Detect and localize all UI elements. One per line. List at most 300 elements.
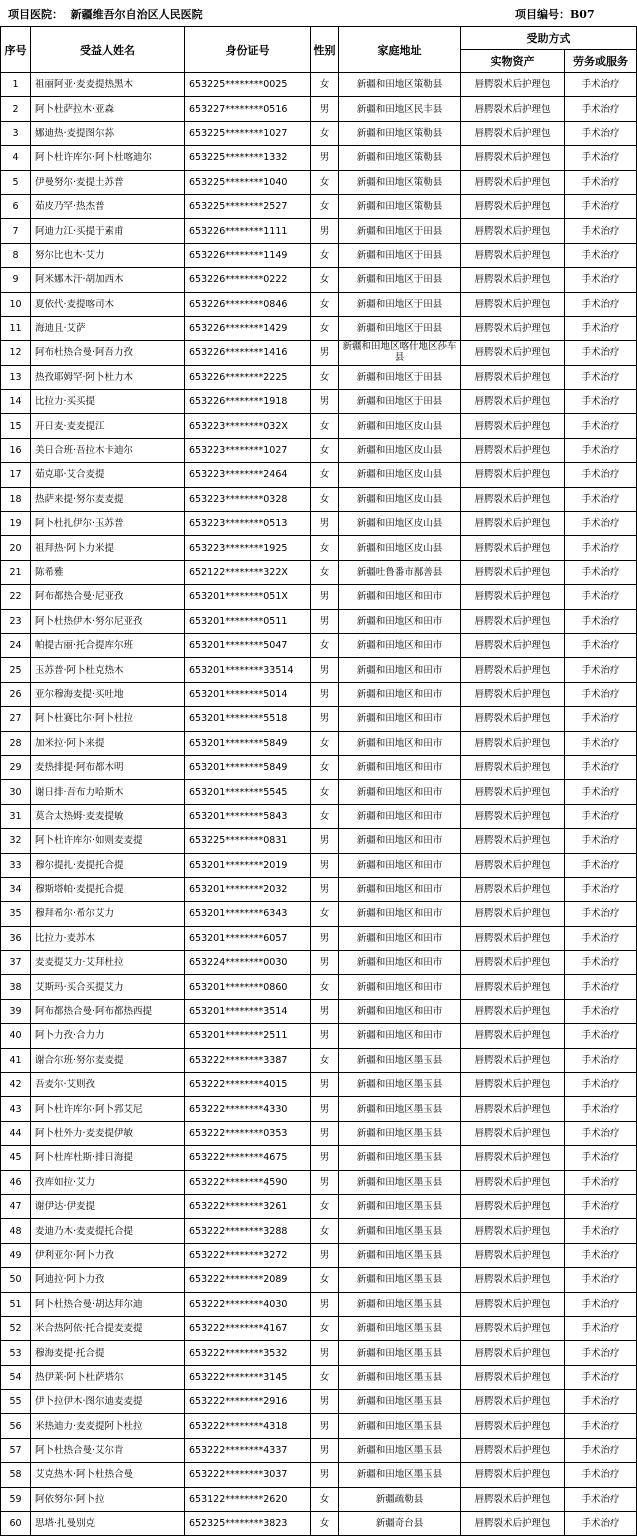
- cell-name: 谢日排·吾布力哈斯木: [31, 780, 185, 804]
- table-row: [1, 1073, 637, 1097]
- cell-name: 阿卜杜许库尔·阿卜郛艾尼: [31, 1097, 185, 1121]
- cell-name: 加米拉·阿卜来提: [31, 731, 185, 755]
- cell-gender: 女: [311, 1365, 339, 1389]
- cell-address: 新疆和田地区墨玉县: [339, 1243, 461, 1267]
- cell-index: 9: [1, 268, 31, 292]
- cell-address: 新疆和田地区墨玉县: [339, 1365, 461, 1389]
- table-row: [1, 1341, 637, 1365]
- cell-id-number: 653122********2620: [185, 1487, 311, 1511]
- document-header: [0, 0, 637, 26]
- table-row: [1, 926, 637, 950]
- table-row: [1, 707, 637, 731]
- cell-service: 手术治疗: [565, 1170, 637, 1194]
- cell-assets: 唇腭裂术后护理包: [461, 1048, 565, 1072]
- cell-assets: 唇腭裂术后护理包: [461, 731, 565, 755]
- cell-name: 阿卜杜许库尔·阿卜杜喀迪尔: [31, 146, 185, 170]
- cell-gender: 女: [311, 292, 339, 316]
- cell-service: 手术治疗: [565, 512, 637, 536]
- cell-index: 59: [1, 1487, 31, 1511]
- table-row: [1, 1170, 637, 1194]
- cell-gender: 女: [311, 243, 339, 267]
- cell-id-number: 653222********0353: [185, 1121, 311, 1145]
- table-row: [1, 414, 637, 438]
- cell-id-number: 653222********4318: [185, 1414, 311, 1438]
- cell-name: 阿依努尔·阿卜拉: [31, 1487, 185, 1511]
- cell-name: 阿卜杜热合曼·艾尔肯: [31, 1438, 185, 1462]
- cell-gender: 女: [311, 536, 339, 560]
- cell-gender: 男: [311, 341, 339, 365]
- cell-id-number: 653226********1111: [185, 219, 311, 243]
- cell-index: 39: [1, 999, 31, 1023]
- cell-name: 阿卜杜外力·麦麦提伊敏: [31, 1121, 185, 1145]
- cell-assets: 唇腭裂术后护理包: [461, 97, 565, 121]
- cell-assets: 唇腭裂术后护理包: [461, 1390, 565, 1414]
- cell-index: 5: [1, 170, 31, 194]
- cell-assets: 唇腭裂术后护理包: [461, 73, 565, 97]
- hospital-name: 新疆维吾尔自治区人民医院: [70, 8, 203, 21]
- cell-id-number: 653225********2527: [185, 194, 311, 218]
- cell-assets: 唇腭裂术后护理包: [461, 268, 565, 292]
- cell-address: 新疆和田地区墨玉县: [339, 1073, 461, 1097]
- cell-assets: 唇腭裂术后护理包: [461, 146, 565, 170]
- cell-assets: 唇腭裂术后护理包: [461, 951, 565, 975]
- project-code: 项目编号：B07: [515, 8, 595, 21]
- cell-address: 新疆和田地区和田市: [339, 975, 461, 999]
- cell-index: 31: [1, 804, 31, 828]
- cell-gender: 女: [311, 194, 339, 218]
- cell-address: 新疆和田地区和田市: [339, 755, 461, 779]
- cell-id-number: 653201********5518: [185, 707, 311, 731]
- table-row: [1, 829, 637, 853]
- cell-assets: 唇腭裂术后护理包: [461, 170, 565, 194]
- table-row: [1, 365, 637, 389]
- cell-name: 艾斯玛·买合买提艾力: [31, 975, 185, 999]
- cell-name: 阿卜杜热合曼·胡达拜尔迪: [31, 1292, 185, 1316]
- cell-id-number: 653222********4330: [185, 1097, 311, 1121]
- cell-service: 手术治疗: [565, 121, 637, 145]
- cell-gender: 男: [311, 1243, 339, 1267]
- cell-index: 35: [1, 902, 31, 926]
- cell-index: 33: [1, 853, 31, 877]
- cell-address: 新疆和田地区和田市: [339, 731, 461, 755]
- table-row: [1, 316, 637, 340]
- cell-service: 手术治疗: [565, 755, 637, 779]
- cell-id-number: 653225********0025: [185, 73, 311, 97]
- table-row: [1, 658, 637, 682]
- cell-service: 手术治疗: [565, 487, 637, 511]
- cell-gender: 女: [311, 633, 339, 657]
- table-row: [1, 1316, 637, 1340]
- cell-name: 阿迪拉·阿卜力孜: [31, 1268, 185, 1292]
- table-row: [1, 97, 637, 121]
- cell-id-number: 653225********1040: [185, 170, 311, 194]
- cell-id-number: 653222********2089: [185, 1268, 311, 1292]
- cell-assets: 唇腭裂术后护理包: [461, 1365, 565, 1389]
- cell-gender: 女: [311, 780, 339, 804]
- cell-address: 新疆和田地区皮山县: [339, 512, 461, 536]
- cell-gender: 女: [311, 1512, 339, 1536]
- cell-assets: 唇腭裂术后护理包: [461, 560, 565, 584]
- cell-id-number: 653201********5843: [185, 804, 311, 828]
- cell-index: 11: [1, 316, 31, 340]
- cell-assets: 唇腭裂术后护理包: [461, 926, 565, 950]
- cell-service: 手术治疗: [565, 292, 637, 316]
- cell-assets: 唇腭裂术后护理包: [461, 121, 565, 145]
- cell-id-number: 653223********032X: [185, 414, 311, 438]
- cell-address: 新疆和田地区墨玉县: [339, 1463, 461, 1487]
- cell-id-number: 653223********1925: [185, 536, 311, 560]
- cell-address: 新疆和田地区墨玉县: [339, 1268, 461, 1292]
- cell-id-number: 653222********2916: [185, 1390, 311, 1414]
- cell-service: 手术治疗: [565, 829, 637, 853]
- cell-index: 12: [1, 341, 31, 365]
- cell-gender: 男: [311, 853, 339, 877]
- cell-service: 手术治疗: [565, 1146, 637, 1170]
- cell-assets: 唇腭裂术后护理包: [461, 1414, 565, 1438]
- table-row: [1, 1268, 637, 1292]
- cell-id-number: 653201********5047: [185, 633, 311, 657]
- cell-name: 思塔·扎曼别克: [31, 1512, 185, 1536]
- cell-id-number: 653201********2019: [185, 853, 311, 877]
- cell-service: 手术治疗: [565, 1512, 637, 1536]
- cell-id-number: 653226********1416: [185, 341, 311, 365]
- cell-id-number: 652122********322X: [185, 560, 311, 584]
- cell-gender: 女: [311, 414, 339, 438]
- cell-service: 手术治疗: [565, 414, 637, 438]
- cell-service: 手术治疗: [565, 1121, 637, 1145]
- cell-id-number: 653226********0222: [185, 268, 311, 292]
- cell-service: 手术治疗: [565, 1414, 637, 1438]
- cell-id-number: 653222********4590: [185, 1170, 311, 1194]
- cell-index: 7: [1, 219, 31, 243]
- cell-gender: 女: [311, 560, 339, 584]
- cell-gender: 女: [311, 1048, 339, 1072]
- cell-assets: 唇腭裂术后护理包: [461, 463, 565, 487]
- cell-service: 手术治疗: [565, 146, 637, 170]
- cell-address: 新疆和田地区皮山县: [339, 414, 461, 438]
- table-row: [1, 1097, 637, 1121]
- cell-assets: 唇腭裂术后护理包: [461, 1097, 565, 1121]
- cell-service: 手术治疗: [565, 853, 637, 877]
- cell-gender: 男: [311, 707, 339, 731]
- cell-service: 手术治疗: [565, 316, 637, 340]
- cell-name: 谢合尔班·努尔麦麦提: [31, 1048, 185, 1072]
- cell-service: 手术治疗: [565, 1292, 637, 1316]
- cell-gender: 女: [311, 365, 339, 389]
- cell-name: 海迪且·艾萨: [31, 316, 185, 340]
- cell-service: 手术治疗: [565, 682, 637, 706]
- cell-address: 新疆奇台县: [339, 1512, 461, 1536]
- cell-address: 新疆和田地区和田市: [339, 926, 461, 950]
- cell-id-number: 653222********3532: [185, 1341, 311, 1365]
- cell-gender: 男: [311, 877, 339, 901]
- cell-index: 8: [1, 243, 31, 267]
- cell-service: 手术治疗: [565, 536, 637, 560]
- cell-id-number: 653201********051X: [185, 585, 311, 609]
- cell-address: 新疆和田地区策勒县: [339, 121, 461, 145]
- cell-name: 穆斯塔帕·麦提托合提: [31, 877, 185, 901]
- cell-name: 麦热排提·阿布都木明: [31, 755, 185, 779]
- table-row: [1, 268, 637, 292]
- cell-gender: 男: [311, 926, 339, 950]
- table-row: [1, 975, 637, 999]
- cell-address: 新疆和田地区墨玉县: [339, 1146, 461, 1170]
- cell-assets: 唇腭裂术后护理包: [461, 633, 565, 657]
- cell-address: 新疆和田地区墨玉县: [339, 1121, 461, 1145]
- cell-gender: 男: [311, 682, 339, 706]
- cell-gender: 男: [311, 219, 339, 243]
- col-header-name: 受益人姓名: [31, 27, 185, 73]
- cell-service: 手术治疗: [565, 633, 637, 657]
- cell-address: 新疆和田地区于田县: [339, 390, 461, 414]
- table-row: [1, 487, 637, 511]
- cell-address: 新疆和田地区于田县: [339, 219, 461, 243]
- cell-address: 新疆和田地区和田市: [339, 877, 461, 901]
- cell-address: 新疆吐鲁番市鄯善县: [339, 560, 461, 584]
- hospital-line: [8, 6, 203, 22]
- cell-assets: 唇腭裂术后护理包: [461, 1268, 565, 1292]
- cell-index: 17: [1, 463, 31, 487]
- cell-index: 30: [1, 780, 31, 804]
- cell-assets: 唇腭裂术后护理包: [461, 1463, 565, 1487]
- cell-name: 阿卜杜赛比尔·阿卜杜拉: [31, 707, 185, 731]
- table-row: [1, 1121, 637, 1145]
- table-row: [1, 1194, 637, 1218]
- cell-assets: 唇腭裂术后护理包: [461, 585, 565, 609]
- cell-id-number: 653223********0328: [185, 487, 311, 511]
- table-row: [1, 243, 637, 267]
- cell-id-number: 653201********5849: [185, 731, 311, 755]
- cell-index: 10: [1, 292, 31, 316]
- table-row: [1, 1438, 637, 1462]
- cell-address: 新疆和田地区墨玉县: [339, 1390, 461, 1414]
- cell-address: 新疆和田地区墨玉县: [339, 1316, 461, 1340]
- cell-name: 祖拜热·阿卜力米提: [31, 536, 185, 560]
- cell-name: 穆尔提扎·麦提托合提: [31, 853, 185, 877]
- table-row: [1, 804, 637, 828]
- col-header-assets: 实物资产: [461, 50, 565, 73]
- cell-id-number: 652325********3823: [185, 1512, 311, 1536]
- cell-gender: 女: [311, 121, 339, 145]
- cell-id-number: 653201********0511: [185, 609, 311, 633]
- cell-gender: 女: [311, 804, 339, 828]
- cell-name: 祖丽阿亚·麦麦提热黑木: [31, 73, 185, 97]
- cell-name: 阿布都热合曼·尼亚孜: [31, 585, 185, 609]
- cell-address: 新疆和田地区墨玉县: [339, 1341, 461, 1365]
- cell-index: 19: [1, 512, 31, 536]
- cell-assets: 唇腭裂术后护理包: [461, 804, 565, 828]
- col-header-aid-method: 受助方式: [461, 27, 637, 50]
- cell-address: 新疆和田地区和田市: [339, 633, 461, 657]
- cell-id-number: 653201********3514: [185, 999, 311, 1023]
- cell-name: 伊卜拉伊木·图尔迪麦麦提: [31, 1390, 185, 1414]
- table-row: [1, 902, 637, 926]
- cell-assets: 唇腭裂术后护理包: [461, 414, 565, 438]
- cell-address: 新疆和田地区墨玉县: [339, 1292, 461, 1316]
- cell-assets: 唇腭裂术后护理包: [461, 487, 565, 511]
- cell-id-number: 653222********3288: [185, 1219, 311, 1243]
- cell-assets: 唇腭裂术后护理包: [461, 1121, 565, 1145]
- cell-address: 新疆和田地区墨玉县: [339, 1048, 461, 1072]
- table-row: [1, 1243, 637, 1267]
- cell-gender: 女: [311, 1268, 339, 1292]
- cell-service: 手术治疗: [565, 1048, 637, 1072]
- cell-id-number: 653222********3145: [185, 1365, 311, 1389]
- cell-assets: 唇腭裂术后护理包: [461, 512, 565, 536]
- cell-address: 新疆和田地区民丰县: [339, 97, 461, 121]
- cell-index: 34: [1, 877, 31, 901]
- cell-assets: 唇腭裂术后护理包: [461, 682, 565, 706]
- cell-name: 阿卜杜库杜斯·排日海提: [31, 1146, 185, 1170]
- table-row: [1, 1463, 637, 1487]
- cell-index: 4: [1, 146, 31, 170]
- cell-name: 伊利亚尔·阿卜力孜: [31, 1243, 185, 1267]
- cell-index: 26: [1, 682, 31, 706]
- cell-name: 阿卜杜扎伊尔·玉苏普: [31, 512, 185, 536]
- cell-address: 新疆和田地区和田市: [339, 1024, 461, 1048]
- cell-id-number: 653222********4015: [185, 1073, 311, 1097]
- cell-gender: 女: [311, 1219, 339, 1243]
- cell-service: 手术治疗: [565, 463, 637, 487]
- cell-name: 阿卜力孜·合力力: [31, 1024, 185, 1048]
- cell-index: 44: [1, 1121, 31, 1145]
- cell-assets: 唇腭裂术后护理包: [461, 780, 565, 804]
- cell-address: 新疆和田地区皮山县: [339, 487, 461, 511]
- cell-name: 莫合太热姆·麦麦提敏: [31, 804, 185, 828]
- cell-name: 阿布都热合曼·阿布都热西提: [31, 999, 185, 1023]
- cell-gender: 女: [311, 975, 339, 999]
- cell-assets: 唇腭裂术后护理包: [461, 658, 565, 682]
- cell-index: 40: [1, 1024, 31, 1048]
- table-row: [1, 146, 637, 170]
- cell-index: 1: [1, 73, 31, 97]
- cell-id-number: 653226********1918: [185, 390, 311, 414]
- cell-id-number: 653201********0860: [185, 975, 311, 999]
- cell-id-number: 653226********1149: [185, 243, 311, 267]
- cell-id-number: 653225********1027: [185, 121, 311, 145]
- cell-name: 阿卜杜萨拉木·亚森: [31, 97, 185, 121]
- cell-address: 新疆和田地区墨玉县: [339, 1414, 461, 1438]
- cell-assets: 唇腭裂术后护理包: [461, 1170, 565, 1194]
- cell-assets: 唇腭裂术后护理包: [461, 1487, 565, 1511]
- cell-assets: 唇腭裂术后护理包: [461, 536, 565, 560]
- cell-assets: 唇腭裂术后护理包: [461, 902, 565, 926]
- cell-gender: 女: [311, 73, 339, 97]
- table-row: [1, 1414, 637, 1438]
- cell-id-number: 653226********2225: [185, 365, 311, 389]
- table-row: [1, 585, 637, 609]
- cell-gender: 男: [311, 585, 339, 609]
- cell-gender: 男: [311, 609, 339, 633]
- cell-gender: 女: [311, 170, 339, 194]
- table-row: [1, 853, 637, 877]
- cell-service: 手术治疗: [565, 1194, 637, 1218]
- cell-address: 新疆和田地区皮山县: [339, 463, 461, 487]
- cell-id-number: 653224********0030: [185, 951, 311, 975]
- table-row: [1, 609, 637, 633]
- cell-gender: 女: [311, 755, 339, 779]
- col-header-id: 身份证号: [185, 27, 311, 73]
- cell-assets: 唇腭裂术后护理包: [461, 316, 565, 340]
- cell-service: 手术治疗: [565, 97, 637, 121]
- cell-address: 新疆和田地区和田市: [339, 585, 461, 609]
- cell-service: 手术治疗: [565, 951, 637, 975]
- hospital-label: 项目医院：: [8, 8, 63, 21]
- table-row: [1, 1390, 637, 1414]
- cell-gender: 男: [311, 1463, 339, 1487]
- cell-assets: 唇腭裂术后护理包: [461, 194, 565, 218]
- cell-address: 新疆和田地区于田县: [339, 316, 461, 340]
- cell-index: 53: [1, 1341, 31, 1365]
- cell-assets: 唇腭裂术后护理包: [461, 365, 565, 389]
- cell-index: 38: [1, 975, 31, 999]
- cell-id-number: 653201********5014: [185, 682, 311, 706]
- cell-index: 14: [1, 390, 31, 414]
- cell-id-number: 653223********2464: [185, 463, 311, 487]
- cell-name: 比拉力·麦苏木: [31, 926, 185, 950]
- cell-assets: 唇腭裂术后护理包: [461, 1341, 565, 1365]
- cell-service: 手术治疗: [565, 1097, 637, 1121]
- cell-service: 手术治疗: [565, 707, 637, 731]
- cell-service: 手术治疗: [565, 1268, 637, 1292]
- cell-index: 47: [1, 1194, 31, 1218]
- table-row: [1, 755, 637, 779]
- cell-index: 45: [1, 1146, 31, 1170]
- cell-gender: 男: [311, 1341, 339, 1365]
- cell-assets: 唇腭裂术后护理包: [461, 1512, 565, 1536]
- table-body: [1, 73, 637, 1536]
- cell-service: 手术治疗: [565, 219, 637, 243]
- cell-gender: 男: [311, 1170, 339, 1194]
- cell-name: 热孜耶姆罕·阿卜杜力木: [31, 365, 185, 389]
- cell-id-number: 653225********1332: [185, 146, 311, 170]
- cell-id-number: 653222********4167: [185, 1316, 311, 1340]
- cell-service: 手术治疗: [565, 268, 637, 292]
- cell-address: 新疆和田地区喀什地区莎车县: [339, 341, 461, 365]
- cell-service: 手术治疗: [565, 1487, 637, 1511]
- cell-assets: 唇腭裂术后护理包: [461, 1243, 565, 1267]
- col-header-address: 家庭地址: [339, 27, 461, 73]
- cell-name: 亚尔穆海麦提·买吐地: [31, 682, 185, 706]
- table-row: [1, 877, 637, 901]
- cell-service: 手术治疗: [565, 194, 637, 218]
- table-row: [1, 1048, 637, 1072]
- cell-assets: 唇腭裂术后护理包: [461, 1194, 565, 1218]
- cell-gender: 女: [311, 1194, 339, 1218]
- cell-index: 20: [1, 536, 31, 560]
- cell-name: 帕提古丽·托合提库尔班: [31, 633, 185, 657]
- table-row: [1, 73, 637, 97]
- cell-assets: 唇腭裂术后护理包: [461, 975, 565, 999]
- cell-service: 手术治疗: [565, 975, 637, 999]
- cell-name: 夏依代·麦提喀司木: [31, 292, 185, 316]
- cell-name: 阿米娜木汗·胡加西木: [31, 268, 185, 292]
- cell-name: 孜库如拉·艾力: [31, 1170, 185, 1194]
- table-row: [1, 341, 637, 365]
- cell-assets: 唇腭裂术后护理包: [461, 292, 565, 316]
- cell-gender: 女: [311, 731, 339, 755]
- cell-name: 努尔比也木·艾力: [31, 243, 185, 267]
- cell-service: 手术治疗: [565, 438, 637, 462]
- table-row: [1, 219, 637, 243]
- cell-gender: 男: [311, 658, 339, 682]
- cell-gender: 男: [311, 1121, 339, 1145]
- cell-index: 28: [1, 731, 31, 755]
- cell-service: 手术治疗: [565, 999, 637, 1023]
- cell-assets: 唇腭裂术后护理包: [461, 707, 565, 731]
- cell-gender: 男: [311, 1146, 339, 1170]
- cell-name: 麦迪乃木·麦麦提托合提: [31, 1219, 185, 1243]
